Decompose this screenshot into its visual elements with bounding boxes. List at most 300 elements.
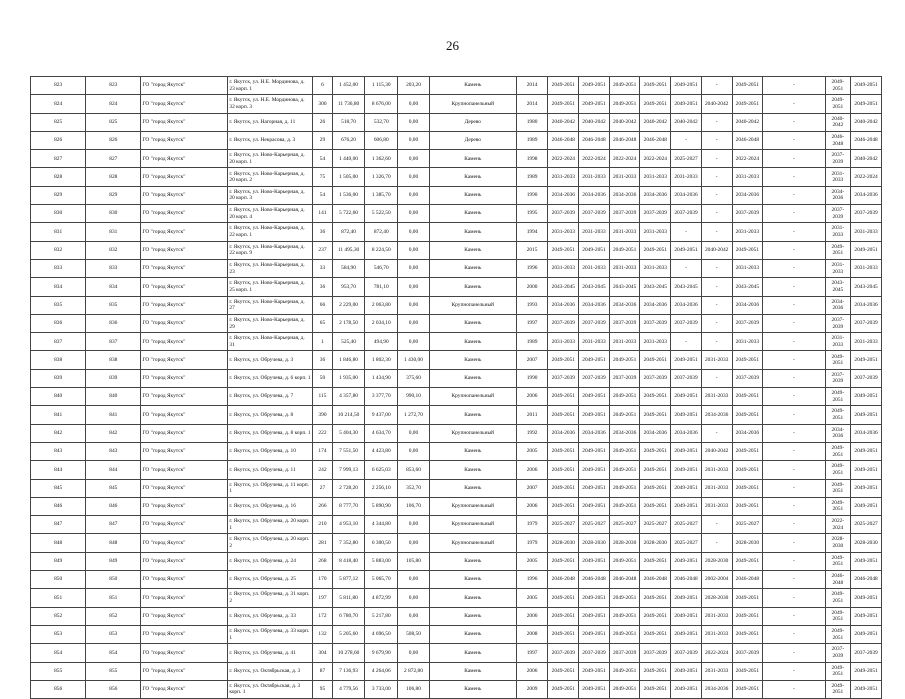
house-id-cell: 847	[86, 516, 141, 534]
build-year-cell: 2005	[516, 589, 548, 607]
period-3-cell: 2049-2051	[609, 662, 640, 680]
wall-material-cell: Камень	[429, 644, 516, 662]
nonresidential-area-cell: 0,00	[398, 516, 430, 534]
total-area-cell: 584,90	[332, 259, 365, 277]
period-3-cell: 2034-2036	[609, 186, 640, 204]
period-2-cell: 2031-2033	[579, 168, 610, 186]
address-cell: г. Якутск, ул. Обручева, д. 6 корп. 1	[228, 369, 313, 387]
period-8-cell: -	[763, 607, 825, 625]
period-8-cell: -	[763, 461, 825, 479]
total-area-cell: 1 935,00	[332, 369, 365, 387]
nonresidential-area-cell: 0,00	[398, 424, 430, 442]
total-area-cell: 2 178,50	[332, 314, 365, 332]
nonresidential-area-cell: 106,80	[398, 680, 430, 698]
period-6-cell: 2031-2033	[701, 388, 732, 406]
row-number-cell: 844	[31, 461, 86, 479]
municipality-cell: ГО "город Якутск"	[141, 662, 228, 680]
row-number-cell: 847	[31, 516, 86, 534]
row-number-cell: 826	[31, 131, 86, 149]
period-1-cell: 2049-2051	[548, 680, 579, 698]
wall-material-cell: Камень	[429, 589, 516, 607]
period-4-cell: 2049-2051	[640, 625, 671, 643]
apartments-count-cell: 300	[313, 95, 332, 113]
living-area-cell: 5 890,90	[365, 497, 398, 515]
house-id-cell: 846	[86, 497, 141, 515]
period-2-cell: 2037-2039	[579, 205, 610, 223]
total-area-cell: 1 505,00	[332, 168, 365, 186]
period-9-cell: 2049-2051	[825, 607, 851, 625]
period-6-cell: 2040-2042	[701, 95, 732, 113]
period-6-cell: 2031-2033	[701, 662, 732, 680]
period-7-cell: 2049-2051	[732, 241, 763, 259]
row-number-cell: 837	[31, 333, 86, 351]
period-3-cell: 2037-2039	[609, 369, 640, 387]
period-9-cell: 2049-2051	[825, 442, 851, 460]
wall-material-cell: Камень	[429, 406, 516, 424]
period-3-cell: 2049-2051	[609, 461, 640, 479]
period-7-cell: 2049-2051	[732, 406, 763, 424]
table-row	[31, 424, 882, 442]
build-year-cell: 2007	[516, 351, 548, 369]
period-10-cell: 2049-2051	[851, 388, 882, 406]
table-row	[31, 333, 882, 351]
period-1-cell: 2034-2036	[548, 424, 579, 442]
address-cell: г. Якутск, ул. Ново-Карьерная, д. 25 корп. 1	[228, 278, 313, 296]
municipality-cell: ГО "город Якутск"	[141, 680, 228, 698]
period-5-cell: 2037-2039	[671, 644, 702, 662]
period-4-cell: 2049-2051	[640, 607, 671, 625]
house-id-cell: 850	[86, 571, 141, 589]
wall-material-cell: Крупнопанельный	[429, 516, 516, 534]
period-10-cell: 2037-2039	[851, 644, 882, 662]
address-cell: г. Якутск, ул. Обручева, д. 8 корп. 1	[228, 424, 313, 442]
period-8-cell: -	[763, 552, 825, 570]
build-year-cell: 1997	[516, 644, 548, 662]
house-id-cell: 845	[86, 479, 141, 497]
row-number-cell: 839	[31, 369, 86, 387]
period-10-cell: 2049-2051	[851, 479, 882, 497]
period-1-cell: 2049-2051	[548, 77, 579, 95]
period-6-cell: 2028-2030	[701, 589, 732, 607]
period-5-cell: 2034-2036	[671, 186, 702, 204]
apartments-count-cell: 266	[313, 497, 332, 515]
period-9-cell: 2034-2036	[825, 186, 851, 204]
wall-material-cell: Камень	[429, 241, 516, 259]
total-area-cell: 1 440,00	[332, 150, 365, 168]
period-6-cell: 2031-2033	[701, 625, 732, 643]
table-row	[31, 296, 882, 314]
municipality-cell: ГО "город Якутск"	[141, 113, 228, 131]
house-id-cell: 854	[86, 644, 141, 662]
address-cell: г. Якутск, ул. Ново-Карьерная, д. 22 корп. 1	[228, 223, 313, 241]
row-number-cell: 831	[31, 223, 86, 241]
period-1-cell: 2046-2048	[548, 131, 579, 149]
period-3-cell: 2046-2048	[609, 131, 640, 149]
municipality-cell: ГО "город Якутск"	[141, 571, 228, 589]
period-10-cell: 2046-2048	[851, 131, 882, 149]
period-6-cell: -	[701, 259, 732, 277]
period-3-cell: 2049-2051	[609, 351, 640, 369]
wall-material-cell: Камень	[429, 369, 516, 387]
nonresidential-area-cell: 352,70	[398, 479, 430, 497]
period-7-cell: 2034-2036	[732, 186, 763, 204]
period-7-cell: 2031-2033	[732, 333, 763, 351]
period-8-cell: -	[763, 369, 825, 387]
municipality-cell: ГО "город Якутск"	[141, 644, 228, 662]
table-row	[31, 406, 882, 424]
period-1-cell: 2049-2051	[548, 406, 579, 424]
total-area-cell: 8 418,40	[332, 552, 365, 570]
living-area-cell: 546,70	[365, 259, 398, 277]
apartments-count-cell: 242	[313, 461, 332, 479]
apartments-count-cell: 87	[313, 662, 332, 680]
period-2-cell: 2049-2051	[579, 77, 610, 95]
period-4-cell: 2049-2051	[640, 406, 671, 424]
living-area-cell: 1 362,60	[365, 150, 398, 168]
table-row	[31, 479, 882, 497]
period-4-cell: 2049-2051	[640, 351, 671, 369]
period-9-cell: 2031-2033	[825, 223, 851, 241]
build-year-cell: 2006	[516, 662, 548, 680]
period-5-cell: 2049-2051	[671, 351, 702, 369]
period-5-cell: 2034-2036	[671, 296, 702, 314]
period-5-cell: 2049-2051	[671, 552, 702, 570]
apartments-count-cell: 54	[313, 186, 332, 204]
period-8-cell: -	[763, 186, 825, 204]
period-2-cell: 2022-2024	[579, 150, 610, 168]
table-row	[31, 534, 882, 552]
period-1-cell: 2034-2036	[548, 296, 579, 314]
address-cell: г. Якутск, ул. Ново-Карьерная, д. 29	[228, 314, 313, 332]
period-1-cell: 2049-2051	[548, 351, 579, 369]
wall-material-cell: Камень	[429, 625, 516, 643]
period-1-cell: 2031-2033	[548, 333, 579, 351]
period-3-cell: 2031-2033	[609, 259, 640, 277]
period-7-cell: 2049-2051	[732, 95, 763, 113]
period-7-cell: 2049-2051	[732, 388, 763, 406]
row-number-cell: 852	[31, 607, 86, 625]
total-area-cell: 2 229,00	[332, 296, 365, 314]
period-6-cell: 2031-2033	[701, 461, 732, 479]
period-10-cell: 2049-2051	[851, 351, 882, 369]
period-3-cell: 2022-2024	[609, 150, 640, 168]
build-year-cell: 1989	[516, 333, 548, 351]
period-7-cell: 2037-2039	[732, 205, 763, 223]
period-6-cell: -	[701, 223, 732, 241]
apartments-count-cell: 36	[313, 223, 332, 241]
address-cell: г. Якутск, ул. Обручева, д. 25	[228, 571, 313, 589]
house-id-cell: 823	[86, 77, 141, 95]
period-9-cell: 2037-2039	[825, 150, 851, 168]
row-number-cell: 830	[31, 205, 86, 223]
table-row	[31, 625, 882, 643]
period-7-cell: 2049-2051	[732, 662, 763, 680]
table-row	[31, 369, 882, 387]
period-4-cell: 2037-2039	[640, 314, 671, 332]
table-row	[31, 680, 882, 698]
row-number-cell: 849	[31, 552, 86, 570]
period-2-cell: 2049-2051	[579, 589, 610, 607]
build-year-cell: 2005	[516, 552, 548, 570]
period-4-cell: 2049-2051	[640, 388, 671, 406]
build-year-cell: 1990	[516, 186, 548, 204]
period-6-cell: 2022-2024	[701, 644, 732, 662]
period-5-cell: 2049-2051	[671, 77, 702, 95]
period-10-cell: 2049-2051	[851, 461, 882, 479]
municipality-cell: ГО "город Якутск"	[141, 186, 228, 204]
period-4-cell: 2025-2027	[640, 516, 671, 534]
nonresidential-area-cell: 0,00	[398, 186, 430, 204]
address-cell: г. Якутск, ул. Обручева, д. 24	[228, 552, 313, 570]
period-2-cell: 2049-2051	[579, 607, 610, 625]
period-8-cell: -	[763, 333, 825, 351]
house-id-cell: 831	[86, 223, 141, 241]
period-5-cell: -	[671, 131, 702, 149]
wall-material-cell: Камень	[429, 442, 516, 460]
apartments-count-cell: 29	[313, 131, 332, 149]
build-year-cell: 1996	[516, 259, 548, 277]
total-area-cell: 5 877,12	[332, 571, 365, 589]
house-id-cell: 851	[86, 589, 141, 607]
house-id-cell: 834	[86, 278, 141, 296]
period-6-cell: -	[701, 296, 732, 314]
period-7-cell: 2049-2051	[732, 607, 763, 625]
period-4-cell: 2037-2039	[640, 369, 671, 387]
row-number-cell: 834	[31, 278, 86, 296]
period-4-cell: 2049-2051	[640, 552, 671, 570]
period-3-cell: 2049-2051	[609, 77, 640, 95]
row-number-cell: 848	[31, 534, 86, 552]
wall-material-cell: Камень	[429, 680, 516, 698]
period-5-cell: 2043-2045	[671, 278, 702, 296]
build-year-cell: 2009	[516, 680, 548, 698]
table-row	[31, 388, 882, 406]
period-5-cell: 2049-2051	[671, 680, 702, 698]
build-year-cell: 1995	[516, 205, 548, 223]
period-9-cell: 2049-2051	[825, 241, 851, 259]
period-6-cell: 2034-2036	[701, 406, 732, 424]
period-4-cell: 2037-2039	[640, 205, 671, 223]
period-7-cell: 2049-2051	[732, 461, 763, 479]
period-4-cell: 2031-2033	[640, 223, 671, 241]
living-area-cell: 872,40	[365, 223, 398, 241]
living-area-cell: 3 733,00	[365, 680, 398, 698]
row-number-cell: 828	[31, 168, 86, 186]
wall-material-cell: Камень	[429, 168, 516, 186]
house-id-cell: 827	[86, 150, 141, 168]
row-number-cell: 845	[31, 479, 86, 497]
period-2-cell: 2049-2051	[579, 388, 610, 406]
period-10-cell: 2037-2039	[851, 205, 882, 223]
row-number-cell: 841	[31, 406, 86, 424]
apartments-count-cell: 36	[313, 278, 332, 296]
address-cell: г. Якутск, ул. Н.Е. Мординова, д. 32 корп. 3	[228, 95, 313, 113]
period-9-cell: 2046-2048	[825, 571, 851, 589]
wall-material-cell: Камень	[429, 662, 516, 680]
period-10-cell: 2049-2051	[851, 497, 882, 515]
address-cell: г. Якутск, ул. Октябрьская, д. 3 корп. 1	[228, 680, 313, 698]
period-3-cell: 2043-2045	[609, 278, 640, 296]
page-number: 26	[446, 38, 459, 53]
total-area-cell: 1 536,00	[332, 186, 365, 204]
period-10-cell: 2046-2048	[851, 571, 882, 589]
period-8-cell: -	[763, 168, 825, 186]
period-4-cell: 2049-2051	[640, 95, 671, 113]
living-area-cell: 1 115,30	[365, 77, 398, 95]
period-1-cell: 2025-2027	[548, 516, 579, 534]
wall-material-cell: Крупнопанельный	[429, 497, 516, 515]
municipality-cell: ГО "город Якутск"	[141, 461, 228, 479]
house-id-cell: 853	[86, 625, 141, 643]
municipality-cell: ГО "город Якутск"	[141, 95, 228, 113]
municipality-cell: ГО "город Якутск"	[141, 131, 228, 149]
build-year-cell: 2006	[516, 607, 548, 625]
period-2-cell: 2049-2051	[579, 406, 610, 424]
house-id-cell: 836	[86, 314, 141, 332]
period-3-cell: 2037-2039	[609, 314, 640, 332]
period-2-cell: 2025-2027	[579, 516, 610, 534]
period-1-cell: 2037-2039	[548, 314, 579, 332]
period-2-cell: 2034-2036	[579, 424, 610, 442]
address-cell: г. Якутск, ул. Обручева, д. 11 корп. 1	[228, 479, 313, 497]
house-id-cell: 849	[86, 552, 141, 570]
period-2-cell: 2037-2039	[579, 644, 610, 662]
wall-material-cell: Камень	[429, 351, 516, 369]
total-area-cell: 10 278,60	[332, 644, 365, 662]
period-6-cell: -	[701, 150, 732, 168]
municipality-cell: ГО "город Якутск"	[141, 314, 228, 332]
municipality-cell: ГО "город Якутск"	[141, 424, 228, 442]
apartments-count-cell: 132	[313, 625, 332, 643]
period-4-cell: 2049-2051	[640, 662, 671, 680]
table-row	[31, 95, 882, 113]
table-row	[31, 497, 882, 515]
nonresidential-area-cell: 0,00	[398, 95, 430, 113]
period-9-cell: 2049-2051	[825, 662, 851, 680]
total-area-cell: 11 736,80	[332, 95, 365, 113]
total-area-cell: 11 495,30	[332, 241, 365, 259]
period-5-cell: 2049-2051	[671, 95, 702, 113]
period-1-cell: 2049-2051	[548, 442, 579, 460]
housing-register-table	[30, 76, 882, 699]
period-8-cell: -	[763, 662, 825, 680]
period-8-cell: -	[763, 625, 825, 643]
period-7-cell: 2049-2051	[732, 680, 763, 698]
period-7-cell: 2040-2042	[732, 113, 763, 131]
house-id-cell: 842	[86, 424, 141, 442]
house-id-cell: 852	[86, 607, 141, 625]
period-8-cell: -	[763, 571, 825, 589]
period-8-cell: -	[763, 77, 825, 95]
period-7-cell: 2031-2033	[732, 168, 763, 186]
build-year-cell: 1980	[516, 113, 548, 131]
period-3-cell: 2049-2051	[609, 442, 640, 460]
total-area-cell: 7 999,13	[332, 461, 365, 479]
apartments-count-cell: 115	[313, 388, 332, 406]
period-6-cell: -	[701, 77, 732, 95]
period-9-cell: 2043-2045	[825, 278, 851, 296]
total-area-cell: 5 811,80	[332, 589, 365, 607]
table-row	[31, 461, 882, 479]
living-area-cell: 606,80	[365, 131, 398, 149]
period-4-cell: 2046-2048	[640, 571, 671, 589]
municipality-cell: ГО "город Якутск"	[141, 205, 228, 223]
total-area-cell: 4 779,56	[332, 680, 365, 698]
period-6-cell: -	[701, 113, 732, 131]
total-area-cell: 7 136,93	[332, 662, 365, 680]
nonresidential-area-cell: 0,00	[398, 205, 430, 223]
period-1-cell: 2049-2051	[548, 552, 579, 570]
house-id-cell: 824	[86, 95, 141, 113]
period-6-cell: -	[701, 424, 732, 442]
period-4-cell: 2034-2036	[640, 424, 671, 442]
house-id-cell: 833	[86, 259, 141, 277]
row-number-cell: 832	[31, 241, 86, 259]
period-3-cell: 2049-2051	[609, 497, 640, 515]
build-year-cell: 2014	[516, 77, 548, 95]
living-area-cell: 2 256,10	[365, 479, 398, 497]
period-10-cell: 2034-2036	[851, 296, 882, 314]
wall-material-cell: Крупнопанельный	[429, 388, 516, 406]
period-6-cell: 2031-2033	[701, 479, 732, 497]
period-2-cell: 2049-2051	[579, 479, 610, 497]
period-2-cell: 2049-2051	[579, 241, 610, 259]
period-10-cell: 2049-2051	[851, 442, 882, 460]
municipality-cell: ГО "город Якутск"	[141, 479, 228, 497]
table-row	[31, 113, 882, 131]
living-area-cell: 4 264,06	[365, 662, 398, 680]
period-10-cell: 2049-2051	[851, 680, 882, 698]
nonresidential-area-cell: 0,00	[398, 278, 430, 296]
table-row	[31, 571, 882, 589]
nonresidential-area-cell: 0,00	[398, 113, 430, 131]
apartments-count-cell: 141	[313, 205, 332, 223]
period-1-cell: 2049-2051	[548, 589, 579, 607]
address-cell: г. Якутск, ул. Обручева, д. 33 корп. 1	[228, 625, 313, 643]
living-area-cell: 2 034,10	[365, 314, 398, 332]
period-6-cell: -	[701, 314, 732, 332]
build-year-cell: 2006	[516, 388, 548, 406]
period-5-cell: 2025-2027	[671, 534, 702, 552]
period-10-cell: 2031-2033	[851, 223, 882, 241]
period-9-cell: 2049-2051	[825, 388, 851, 406]
period-2-cell: 2028-2030	[579, 534, 610, 552]
wall-material-cell: Камень	[429, 77, 516, 95]
living-area-cell: 2 063,80	[365, 296, 398, 314]
table-row	[31, 77, 882, 95]
municipality-cell: ГО "город Якутск"	[141, 406, 228, 424]
period-3-cell: 2037-2039	[609, 644, 640, 662]
period-9-cell: 2049-2051	[825, 479, 851, 497]
period-3-cell: 2025-2027	[609, 516, 640, 534]
period-8-cell: -	[763, 259, 825, 277]
period-3-cell: 2049-2051	[609, 95, 640, 113]
period-4-cell: 2049-2051	[640, 589, 671, 607]
period-7-cell: 2031-2033	[732, 223, 763, 241]
build-year-cell: 1979	[516, 516, 548, 534]
period-1-cell: 2049-2051	[548, 625, 579, 643]
period-1-cell: 2037-2039	[548, 644, 579, 662]
period-6-cell: 2031-2033	[701, 497, 732, 515]
period-9-cell: 2040-2042	[825, 113, 851, 131]
municipality-cell: ГО "город Якутск"	[141, 278, 228, 296]
period-10-cell: 2037-2039	[851, 369, 882, 387]
period-3-cell: 2031-2033	[609, 333, 640, 351]
period-5-cell: 2034-2036	[671, 424, 702, 442]
period-7-cell: 2037-2039	[732, 369, 763, 387]
period-5-cell: 2049-2051	[671, 241, 702, 259]
period-8-cell: -	[763, 497, 825, 515]
